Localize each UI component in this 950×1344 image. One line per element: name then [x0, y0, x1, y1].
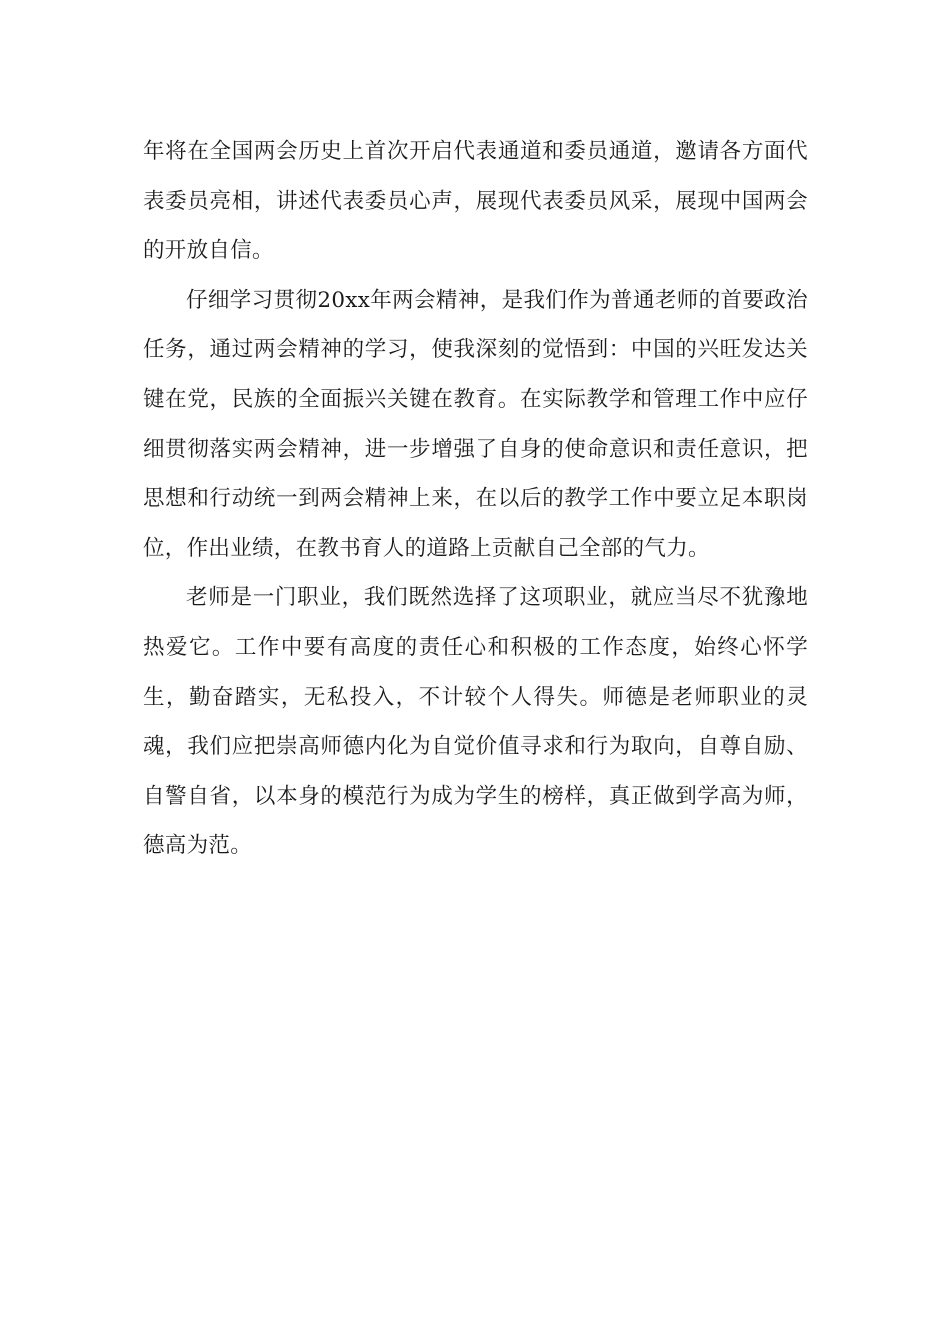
paragraph-2: 仔细学习贯彻20xx年两会精神，是我们作为普通老师的首要政治任务，通过两会精神的学习，使我深刻的觉悟到：中国的兴旺发达关键在党，民族的全面振兴关键在教育。在实际教学和管理工作中应仔细贯彻落实两会精神，进一步增强了自身的使命意识和责任意识，把思想和行动统一到两会精神上来，在以后的教学工作中要立足本职岗位，作出业绩，在教书育人的道路上贡献自己全部的气力。 — [143, 287, 808, 561]
paragraph-3: 老师是一门职业，我们既然选择了这项职业，就应当尽不犹豫地热爱它。工作中要有高度的责任心和积极的工作态度，始终心怀学生，勤奋踏实，无私投入，不计较个人得失。师德是老师职业的灵魂，我们应把崇高师德内化为自觉价值寻求和行为取向，自尊自励、自警自省，以本身的模范行为成为学生的榜样，真正做到学高为师，德高为范。 — [143, 585, 808, 859]
document-body — [143, 127, 808, 871]
paragraph-1: 年将在全国两会历史上首次开启代表通道和委员通道，邀请各方面代表委员亮相，讲述代表委员心声，展现代表委员风采，展现中国两会的开放自信。 — [143, 139, 808, 264]
